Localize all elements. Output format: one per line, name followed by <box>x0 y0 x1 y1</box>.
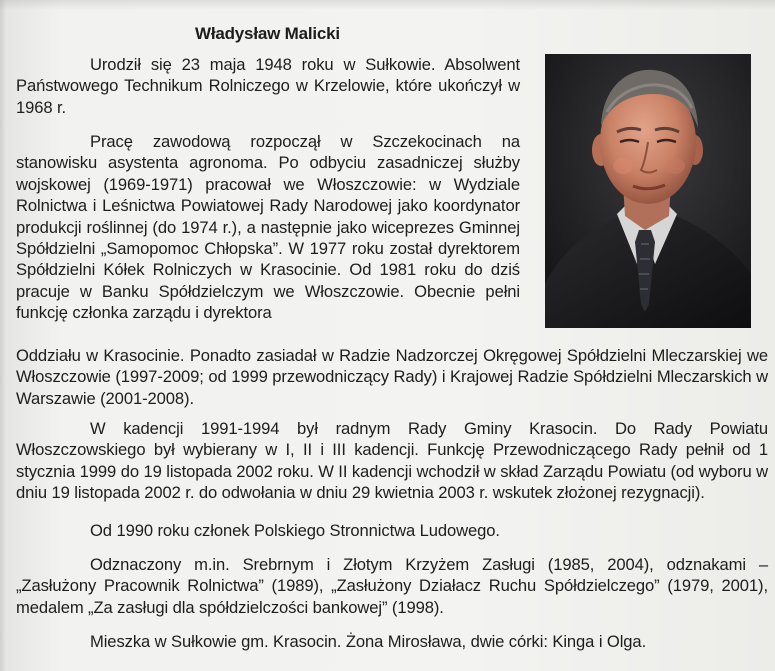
page-title: Władysław Malicki <box>195 24 340 43</box>
page-edge-shadow <box>0 0 6 671</box>
paragraph-local-government: W kadencji 1991-1994 był radnym Rady Gminy Krasocin. Do Rady Powiatu Włoszczowskiego był wybierany w I, II i III kadencji. Funkcję Przewodniczącego Rady pełnił od 1 stycznia 1999 do 19 listopada 2002 roku. W II kadencji wchodził w skład Zarządu Powiatu (od wyboru w dniu 19 listopada 2002 r. do odwołania w dniu 29 kwietnia 2003 r. wskutek złożonej rezygnacji). <box>16 419 768 503</box>
page-top-shadow <box>0 0 775 10</box>
paragraph-career-continued: Oddziału w Krasocinie. Ponadto zasiadał w Radzie Nadzorczej Okręgowej Spółdzielni Mleczarskiej we Włoszczowie (1997-2009; od 1999 przewodniczący Rady) i Krajowej Radzie Spółdzielni Mleczarskich w Warszawie (2001-2008). <box>16 346 768 408</box>
paragraph-awards: Odznaczony m.in. Srebrnym i Złotym Krzyżem Zasługi (1985, 2004), odznakami – „Zasłużony Pracownik Rolnictwa” (1989), „Zasłużony Działacz Ruchu Spółdzielczego” (1979, 2001), medalem „Za zasługi dla spółdzielczości bankowej” (1998). <box>16 555 768 617</box>
paragraph-family: Mieszka w Sułkowie gm. Krasocin. Żona Mirosława, dwie córki: Kinga i Olga. <box>90 632 647 651</box>
paragraph-career: Pracę zawodową rozpoczął w Szczekocinach na stanowisku asystenta agronoma. Po odbyciu zasadniczej służby wojskowej (1969-1971) pracował we Włoszczowie: w Wydziale Rolnictwa i Leśnictwa Powiatowej Rady Narodowej jako koordynator produkcji roślinnej (do 1974 r.), a następnie jako wiceprezes Gminnej Spółdzielni „Samopomoc Chłopska”. W 1977 roku został dyrektorem Spółdzielni Kółek Rolniczych w Krasocinie. Od 1981 roku do dziś pracuje w Banku Spółdzielczym we Włoszczowie. Obecnie pełni funkcję członka zarządu i dyrektora <box>16 132 520 323</box>
paragraph-birth-education: Urodził się 23 maja 1948 roku w Sułkowie. Absolwent Państwowego Technikum Rolniczego w Krzelowie, które ukończył w 1968 r. <box>16 55 520 117</box>
portrait-photo <box>545 54 751 328</box>
paragraph-party-membership: Od 1990 roku członek Polskiego Stronnictwa Ludowego. <box>90 521 500 540</box>
